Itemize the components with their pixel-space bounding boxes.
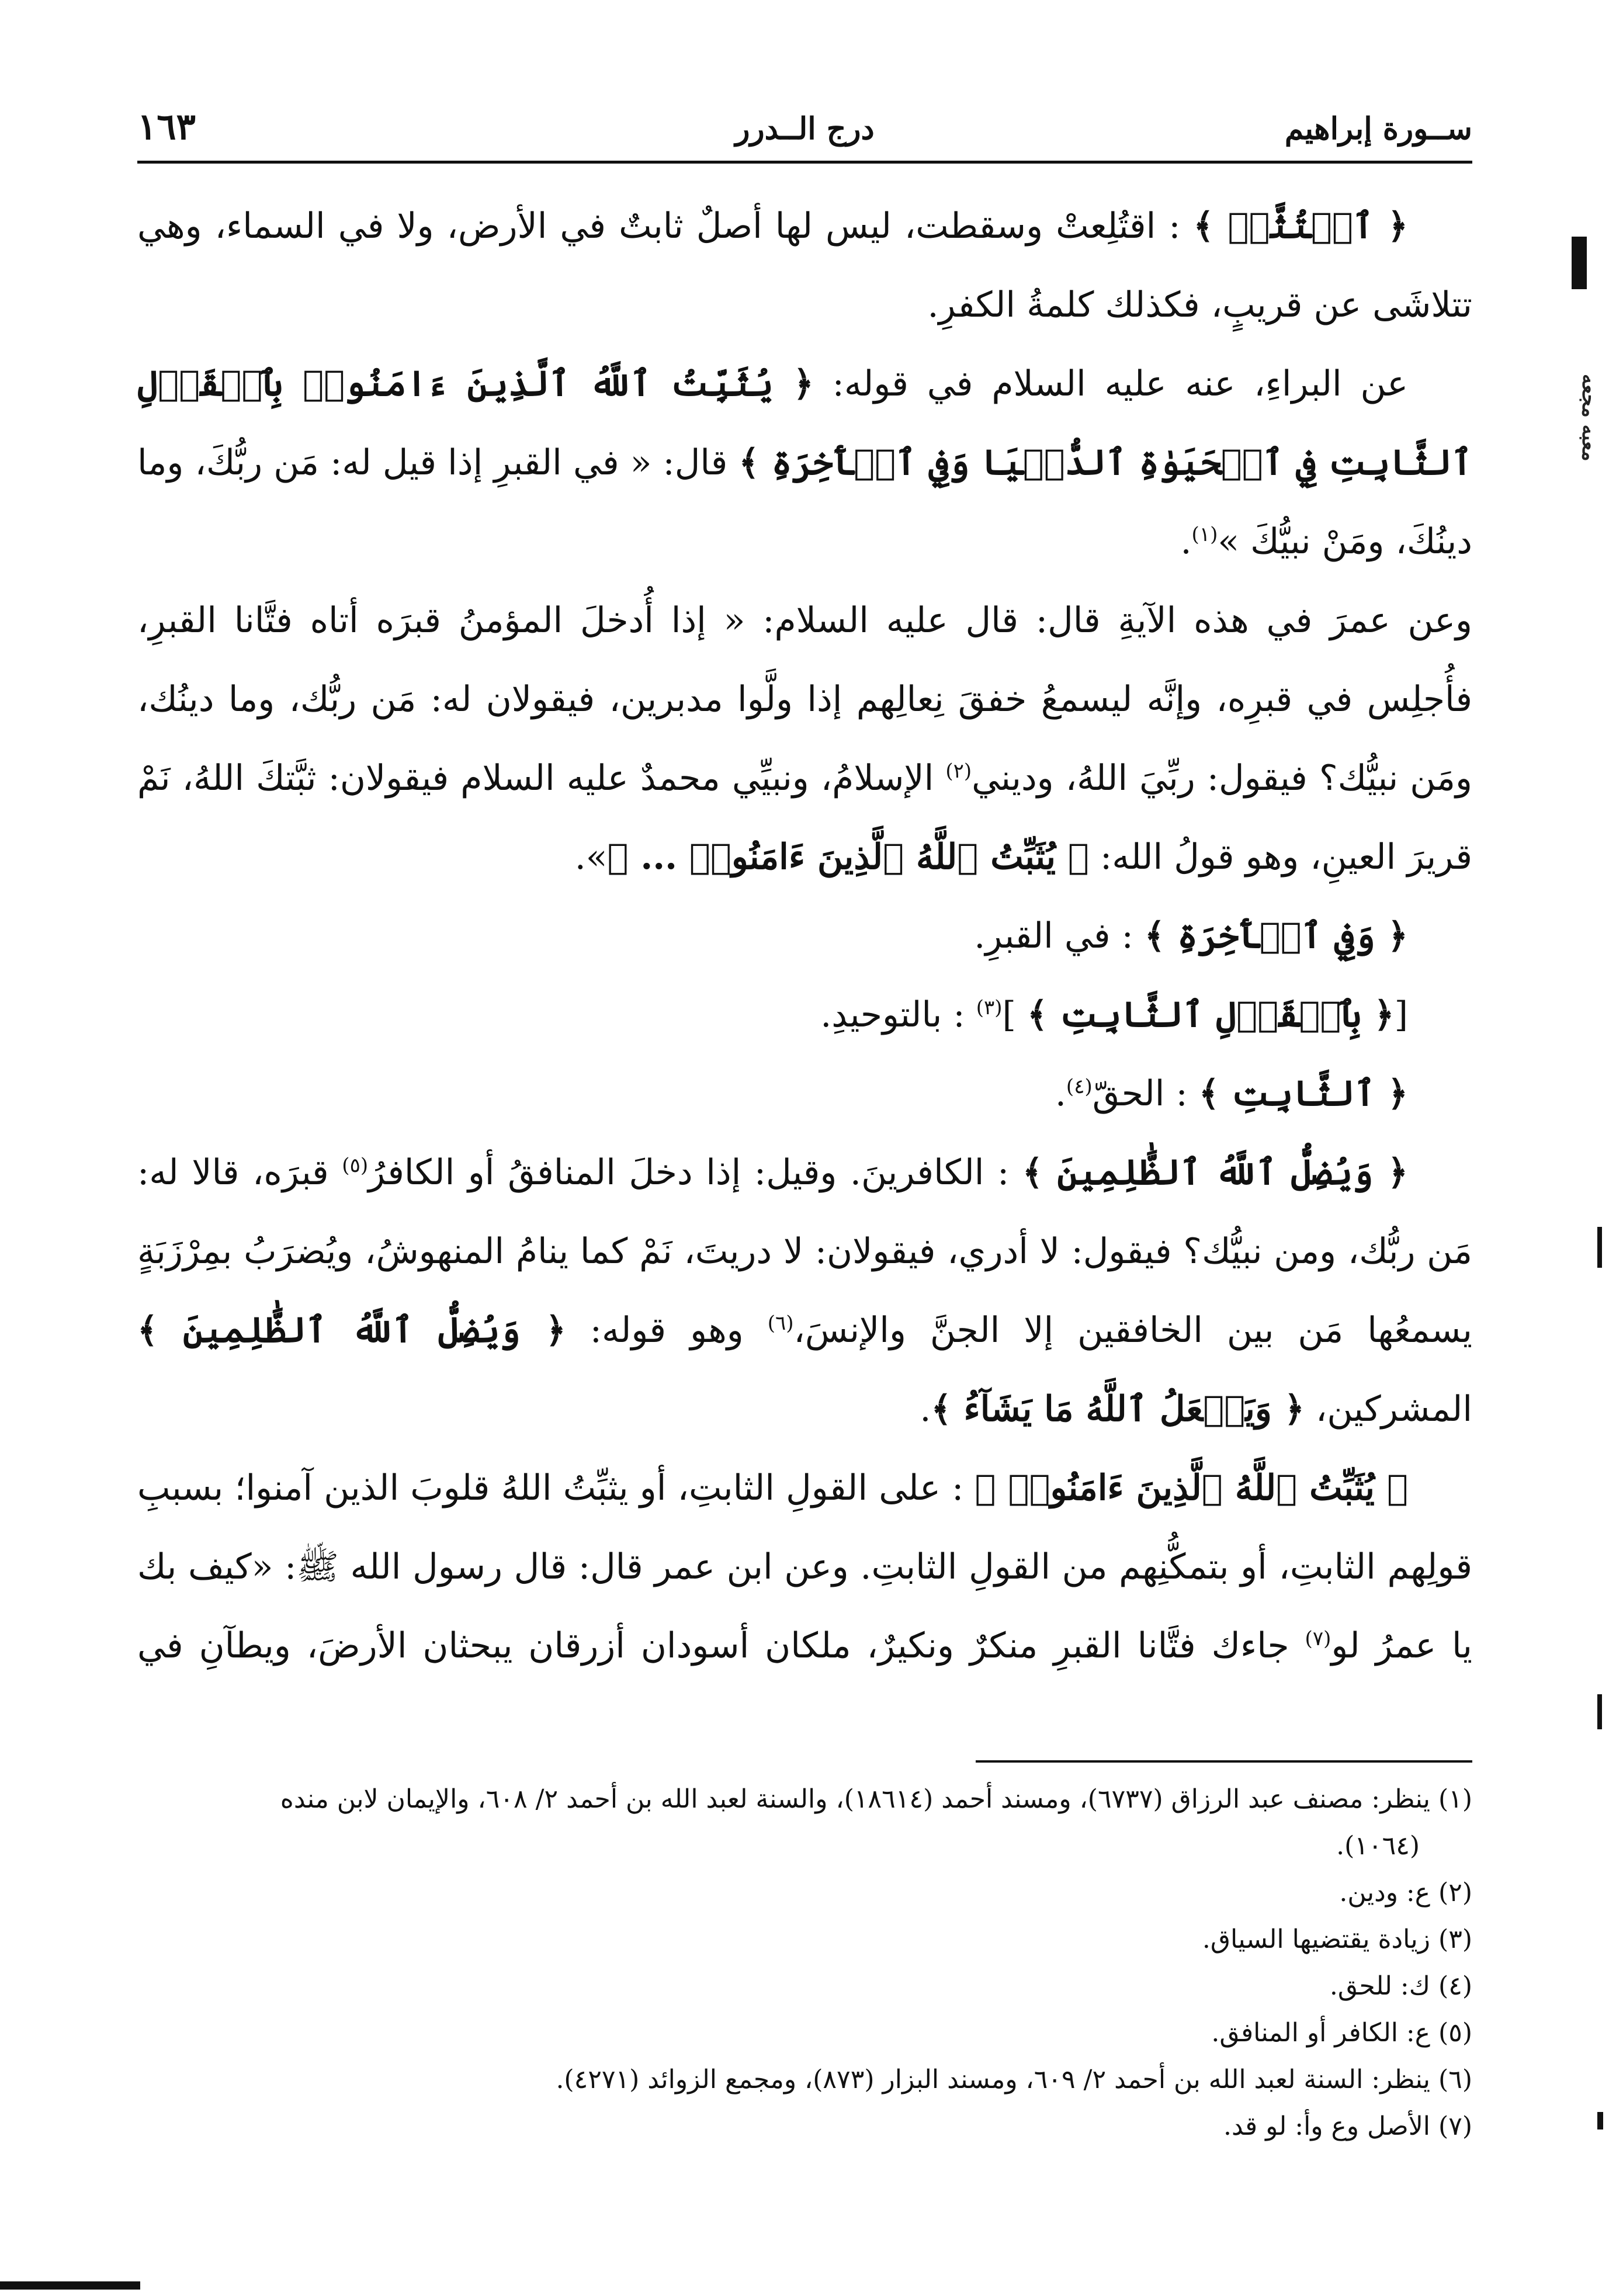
header-divider — [137, 161, 1472, 164]
footnote-number: (٧) — [1438, 2111, 1472, 2141]
footnote-ref: (٧) — [1305, 1627, 1331, 1650]
footnote-item — [137, 2010, 1472, 2056]
paragraph — [137, 345, 1472, 581]
text-run: : الحقّ — [1092, 1073, 1199, 1114]
text-run: وهو قوله: — [566, 1310, 768, 1351]
text-run: الإسلامُ، ونبيِّي محمدٌ عليه السلام فيقولان: ثبَّتكَ اللهُ، نَمْ قريرَ العينِ، وهو قولُ الله: — [137, 758, 1472, 878]
text-run: : الكافرينَ. وقيل: إذا دخلَ المنافقُ أو الكافرُ — [368, 1152, 1022, 1193]
footnote-ref: (١) — [1191, 523, 1218, 546]
margin-ink-mark — [1572, 237, 1587, 289]
footnote-item — [137, 2103, 1472, 2150]
footnote-continuation — [137, 1823, 1472, 1870]
text-run: . — [1180, 521, 1192, 562]
paragraph — [137, 1055, 1472, 1133]
margin-handwriting: ﻣﻌﺒﻪ ﻣﺠﻌﻪ — [1577, 374, 1601, 462]
quran-quote: ﴿ يُثَبِّتُ ٱللَّهُ ٱلَّذِينَ ءَامَنُوا۟ ﴾ — [975, 1468, 1409, 1508]
quran-quote: ﴿ يُثَبِّتُ ٱللَّهُ ٱلَّذِينَ ءَامَنُوا۟ ... ﴾ — [607, 837, 1089, 878]
footnote-text: ك: للحق. — [1329, 1971, 1431, 2001]
footnote-divider — [976, 1760, 1472, 1763]
text-run: : على القولِ الثابتِ، أو يثبِّتُ اللهُ قلوبَ الذين آمنوا؛ بسببِ قولِهم الثابتِ، أو بتمكُّنِهم من القولِ الثابتِ. وعن ابن عمر قال: قال رسول الله ﷺ: «كيف بك يا عمرُ لو — [137, 1468, 1472, 1666]
footnote-number: (٤) — [1438, 1971, 1472, 2001]
paragraph — [137, 1449, 1472, 1688]
text-run: جاءك فتَّانا القبرِ منكرٌ ونكيرٌ، ملكان أسودان أزرقان يبحثان الأرضَ، ويطآنِ في — [137, 1625, 1289, 1666]
text-run: قال: « في القبرِ إذا قيل له: مَن ربُّكَ، وما دينُكَ، ومَنْ نبيُّكَ » — [137, 442, 1472, 562]
text-run: ». — [574, 837, 608, 878]
footnote-number: (٣) — [1438, 1924, 1472, 1954]
footnote-text: ينظر: السنة لعبد الله بن أحمد ٢/ ٦٠٩، ومسند البزار (٨٧٣)، ومجمع الزوائد (٤٢٧١). — [556, 2065, 1431, 2094]
margin-ink-mark — [1597, 1227, 1602, 1268]
footnote-text: ع: ودين. — [1339, 1878, 1431, 1907]
quran-quote: ﴿ ٱلثَّابِتِ ﴾ — [1198, 1073, 1408, 1114]
quran-quote: ﴿ يُثَبِّتُ ٱللَّهُ ٱلَّذِينَ ءَامَنُوا۟ بِٱلۡقَوۡلِ ٱلثَّابِتِ فِي ٱلۡحَيَوٰةِ ٱلدُّنۡيَا وَفِي ٱلۡأٓخِرَةِ ﴾ — [137, 363, 1472, 483]
text-run: ] — [1002, 994, 1027, 1035]
paragraph — [137, 187, 1472, 345]
quran-quote: ﴿ ٱجۡتُثَّتۡ ﴾ — [1193, 206, 1408, 247]
text-run: قبرَه، قالا له: مَن ربُّك، ومن نبيُّك؟ فيقول: لا أدري، فيقولان: لا دريتَ، نَمْ كما ينامُ المنهوشُ، ويُضرَبُ بمِرْزَبَةٍ يسمعُها مَن بين الخافقين إلا الجنَّ والإنسَ، — [137, 1152, 1472, 1351]
footnote-ref: (٣) — [976, 996, 1003, 1019]
footnote-item — [137, 1916, 1472, 1963]
quran-quote: ﴿ وَيُضِلُّ ٱللَّهُ ٱلظَّٰلِمِينَ ﴾ — [137, 1310, 566, 1351]
footnotes — [137, 1776, 1472, 2173]
running-header — [137, 105, 1472, 158]
footnote-text: (١٠٦٤). — [1336, 1831, 1420, 1861]
text-run: عن البراءِ، عنه عليه السلام في قوله: — [813, 363, 1408, 404]
footnote-text: زيادة يقتضيها السياق. — [1202, 1924, 1431, 1954]
text-run: : اقتُلِعتْ وسقطت، ليس لها أصلٌ ثابتٌ في الأرض، ولا في السماء، وهي تتلاشَى عن قريبٍ، فكذلك كلمةُ الكفرِ. — [137, 206, 1472, 325]
surah-title: ســورة إبراهيم — [1284, 111, 1472, 147]
paragraph — [137, 897, 1472, 976]
text-run: وعن عمرَ في هذه الآيةِ قال: قال عليه السلام: « إذا أُدخلَ المؤمنُ قبرَه أتاه فتَّانا القبرِ، فأُجلِس في قبرِه، وإنَّه ليسمعُ خفقَ نِعالِهم إذا ولَّوا مدبرين، فيقولان له: مَن ربُّك، وما دينُك، ومَن نبيُّك؟ فيقول: ربِّيَ اللهُ، وديني — [137, 600, 1472, 799]
footnote-ref: (٥) — [342, 1154, 369, 1177]
paragraph — [137, 976, 1472, 1055]
footnote-number: (٦) — [1438, 2065, 1472, 2094]
footnote-item — [137, 1870, 1472, 1916]
quran-quote: ﴿ بِٱلۡقَوۡلِ ٱلثَّابِتِ ﴾ — [1027, 994, 1395, 1035]
text-run: . — [920, 1389, 931, 1430]
footnote-ref: (٤) — [1066, 1075, 1093, 1098]
text-run: المشركين، — [1304, 1389, 1472, 1430]
quran-quote: ﴿ وَيُضِلُّ ٱللَّهُ ٱلظَّٰلِمِينَ ﴾ — [1022, 1152, 1408, 1193]
text-run: . — [1055, 1073, 1066, 1114]
quran-quote: ﴿ وَيَفۡعَلُ ٱللَّهُ مَا يَشَآءُ ﴾ — [931, 1389, 1305, 1430]
scan-edge-mark — [0, 2281, 140, 2290]
footnote-number: (١) — [1438, 1784, 1472, 1814]
book-title: درج الــدرر — [735, 111, 875, 147]
footnote-number: (٢) — [1438, 1878, 1472, 1907]
footnote-item — [137, 2056, 1472, 2103]
footnote-item — [137, 1776, 1472, 1823]
footnote-number: (٥) — [1438, 2018, 1472, 2048]
margin-ink-mark — [1597, 1694, 1602, 1729]
footnote-item — [137, 1963, 1472, 2010]
footnote-text: ع: الكافر أو المنافق. — [1211, 2018, 1431, 2048]
paragraph — [137, 581, 1472, 897]
paragraph — [137, 1133, 1472, 1449]
page-number: ١٦٣ — [137, 105, 196, 148]
footnote-text: الأصل وع وأ: لو قد. — [1223, 2111, 1431, 2141]
footnote-text: ينظر: مصنف عبد الرزاق (٦٧٣٧)، ومسند أحمد (١٨٦١٤)، والسنة لعبد الله بن أحمد ٢/ ٦٠٨، والإيمان لابن منده — [280, 1784, 1431, 1814]
quran-quote: ﴿ وَفِي ٱلۡأٓخِرَةِ ﴾ — [1144, 915, 1408, 956]
main-text — [137, 187, 1472, 1688]
text-run: : بالتوحيدِ. — [820, 994, 976, 1035]
footnote-ref: (٢) — [945, 759, 972, 783]
text-run: [ — [1394, 994, 1408, 1035]
margin-ink-mark — [1597, 2112, 1603, 2129]
text-run: : في القبرِ. — [974, 915, 1145, 956]
footnote-ref: (٦) — [767, 1312, 794, 1335]
